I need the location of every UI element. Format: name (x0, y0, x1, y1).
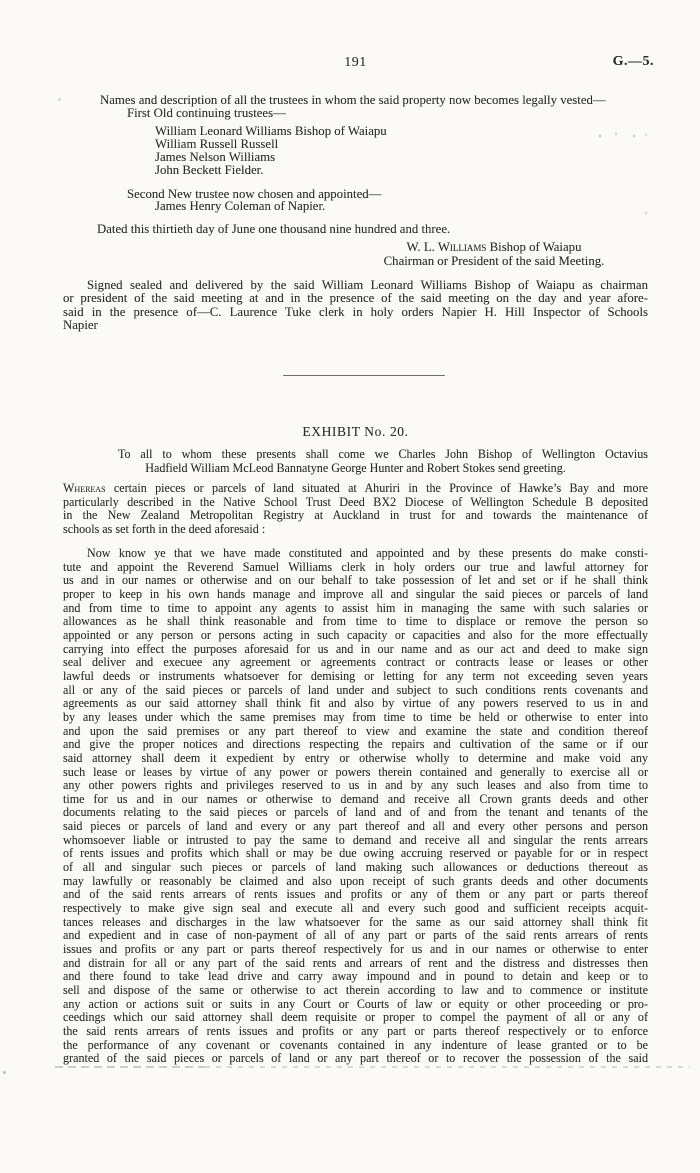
text-line: such lease or leases by virtue of any power or powers therein contained and generally to exercise all or (63, 764, 648, 779)
text-line: particularly described in the Native School Trust Deed BX2 Diocese of Wellington Schedule B deposited (63, 494, 648, 509)
scan-artifact (55, 1066, 205, 1068)
text-line: tances releases and discharges in the law whatsoever for the same as our said attorney shall think fit (63, 914, 648, 929)
text-line: granted of the said pieces or parcels of land or any part thereof or to recover the possession of the said (63, 1051, 648, 1066)
signature-block (348, 241, 640, 268)
text-line: Napier (63, 318, 98, 333)
signature-name-rest: Bishop of Waiapu (489, 240, 582, 254)
first-trustees-heading: First Old continuing trustees— (127, 106, 286, 120)
text-line: time for us and in our names or otherwise to demand and receive all Crown grants deeds and other (63, 791, 648, 806)
text-line: all or any of the said pieces or parcels of land under and subject to such conditions rents covenants and (63, 682, 648, 697)
text-line: carrying into effect the purposes aforesaid for us and in our name and as our act and deed to make sign (63, 641, 648, 656)
text-line: Signed sealed and delivered by the said William Leonard Williams Bishop of Waiapu as chairman (87, 278, 648, 292)
text-line: by any leases under which the same premises may from time to time be held or otherwise to enter into (63, 709, 648, 724)
whereas-paragraph (63, 482, 648, 537)
text-line: seal deliver and execuee any agreement or agreements contract or contracts lease or leases or other (63, 655, 648, 670)
text-line: issues and profits or any part or parts thereof respectively for us and in our names or otherwise to enter (63, 942, 648, 957)
scan-artifact (58, 98, 61, 101)
text-line: schools as set forth in the deed aforesaid : (63, 521, 266, 536)
text-line: said in the presence of—C. Laurence Tuke clerk in holy orders Napier H. Hill Inspector of Schools (63, 304, 648, 319)
text-line: James Henry Coleman of Napier. (155, 199, 326, 213)
scan-artifact (640, 207, 660, 217)
attestation-paragraph (63, 279, 648, 333)
text-line: of all and singular such pieces or parcels of land making such allowances or deductions thereout as (63, 860, 648, 875)
text-line: documents relating to the said pieces or parcels of land and of and from the tenant and tenants of the (63, 805, 648, 820)
text-line: William Leonard Williams Bishop of Waiapu (155, 124, 387, 138)
whereas-lead-word: Whereas (63, 481, 106, 495)
section-divider (283, 375, 445, 376)
text-line: any other powers rights and privileges reserved to us in and by any such leases and also from time to (63, 778, 648, 793)
text-line: the performance of any covenant or covenants contained in any indenture of lease granted or to be (63, 1037, 648, 1052)
exhibit-body-paragraph (63, 547, 648, 1066)
text-line: proper to keep in his own hands manage and improve all and singular the said pieces or parcels of land (63, 586, 648, 601)
text-line: said attorney shall deem it expedient by entry or otherwise wholly to determine and make void any (63, 750, 648, 765)
signature-name (348, 241, 640, 255)
text-line: sell and dispose of the same or otherwise to act therein according to law and to commence or institute (63, 983, 648, 997)
text-line: us and in our names or otherwise and on our behalf to take possession of let and set or if he shall think (63, 573, 648, 588)
text-line: allowances as he shall think reasonable and from time to time to displace or remove the person so (63, 614, 648, 629)
text-line: any action or actions suit or suits in any Court or Courts of law or equity or other proceeding or pro- (63, 996, 648, 1011)
text-line: in the New Zealand Metropolitan Registry at Auckland in trust for and towards the maintenance of (63, 508, 648, 523)
text-line: lawful deeds or instruments whatsoever for demising or letting for any term not exceeding seven years (63, 668, 648, 683)
text-line: may lawfully or reasonably be claimed and also upon receipt of such grants deeds and other documents (63, 873, 648, 888)
text-line: respectively to make give sign seal and execute all and every such good and sufficient receipts acquit- (63, 901, 648, 916)
text-line: tute and appoint the Reverend Samuel Williams clerk in holy orders our true and lawful attorney for (63, 559, 648, 574)
text-line: said pieces or parcels of land and every or any part thereof and all and every other persons and person (63, 819, 648, 834)
whereas-first-line-rest: certain pieces or parcels of land situated at Ahuriri in the Province of Hawke’s Bay and more (113, 481, 648, 495)
text-line: appointed or any person or persons acting in such capacity or capacities and also for the more effectually (63, 627, 648, 642)
document-reference: G.—5. (612, 54, 654, 69)
signature-name-smallcaps: W. L. Williams (406, 240, 487, 254)
signature-title: Chairman or President of the said Meeting. (383, 253, 605, 268)
salutation-paragraph (63, 448, 648, 475)
text-line: the said rents arrears of rents issues and profits or any part or parts thereof respectively or to enforce (63, 1023, 648, 1038)
exhibit-heading: EXHIBIT No. 20. (302, 424, 409, 439)
text-line: John Beckett Fielder. (155, 163, 264, 177)
trustees-intro-line: Names and description of all the trustees in whom the said property now becomes legally vested— (100, 93, 606, 107)
text-line: or president of the said meeting at and in the presence of the said meeting on the day and year afore- (63, 291, 648, 306)
second-trustee-heading: Second New trustee now chosen and appointed— (127, 187, 382, 201)
text-line: agreements as our said attorney shall think fit and also by virtue of any powers reserved to us in and (63, 696, 648, 711)
text-line (63, 482, 648, 496)
second-trustees-list (155, 200, 325, 213)
text-line: and distrain for all or any part of the said rents and arrears of rent and the distress and distresses then (63, 955, 648, 970)
text-line: and give the proper notices and directions respecting the repairs and cultivation of the same or if our (63, 737, 648, 752)
text-line: Hadfield William McLeod Bannatyne George Hunter and Robert Stokes send greeting. (145, 460, 566, 475)
text-line: and there found to take lead drive and carry away impound and in pound to detain and keep or to (63, 969, 648, 984)
dated-line: Dated this thirtieth day of June one thousand nine hundred and three. (97, 222, 451, 236)
text-line: and expedient and in case of non-payment of all of any part or parts of the said rents arrears of rents (63, 928, 648, 943)
text-line: and upon the said premises or any part thereof to view and examine the state and condition thereof (63, 723, 648, 738)
text-line: whomsoever liable or intrusted to pay the same to demand and receive all and singular the rents arrears (63, 832, 648, 847)
scan-artifact (205, 1066, 690, 1068)
scan-artifact (3, 1071, 6, 1074)
text-line: of rents issues and profits which shall or may be due owing accruing reserved or payable for or in respect (63, 846, 648, 861)
text-line: and of the said rents arrears of rents issues and profits or any of them or any part or parts thereof (63, 887, 648, 902)
page-number: 191 (344, 55, 367, 70)
text-line: ceedings which our said attorney shall deem requisite or proper to compel the payment of all or any of (63, 1010, 648, 1025)
text-line: James Nelson Williams (155, 150, 276, 164)
text-line: and from time to time to appoint any agents to assist him in managing the same with such salaries or (63, 600, 648, 615)
text-line: To all to whom these presents shall come we Charles John Bishop of Wellington Octavius (118, 447, 648, 461)
scan-artifact (594, 130, 654, 140)
first-trustees-list (155, 125, 387, 177)
text-line: Now know ye that we have made constituted and appointed and by these presents do make consti- (87, 546, 648, 560)
text-line: William Russell Russell (155, 137, 279, 151)
